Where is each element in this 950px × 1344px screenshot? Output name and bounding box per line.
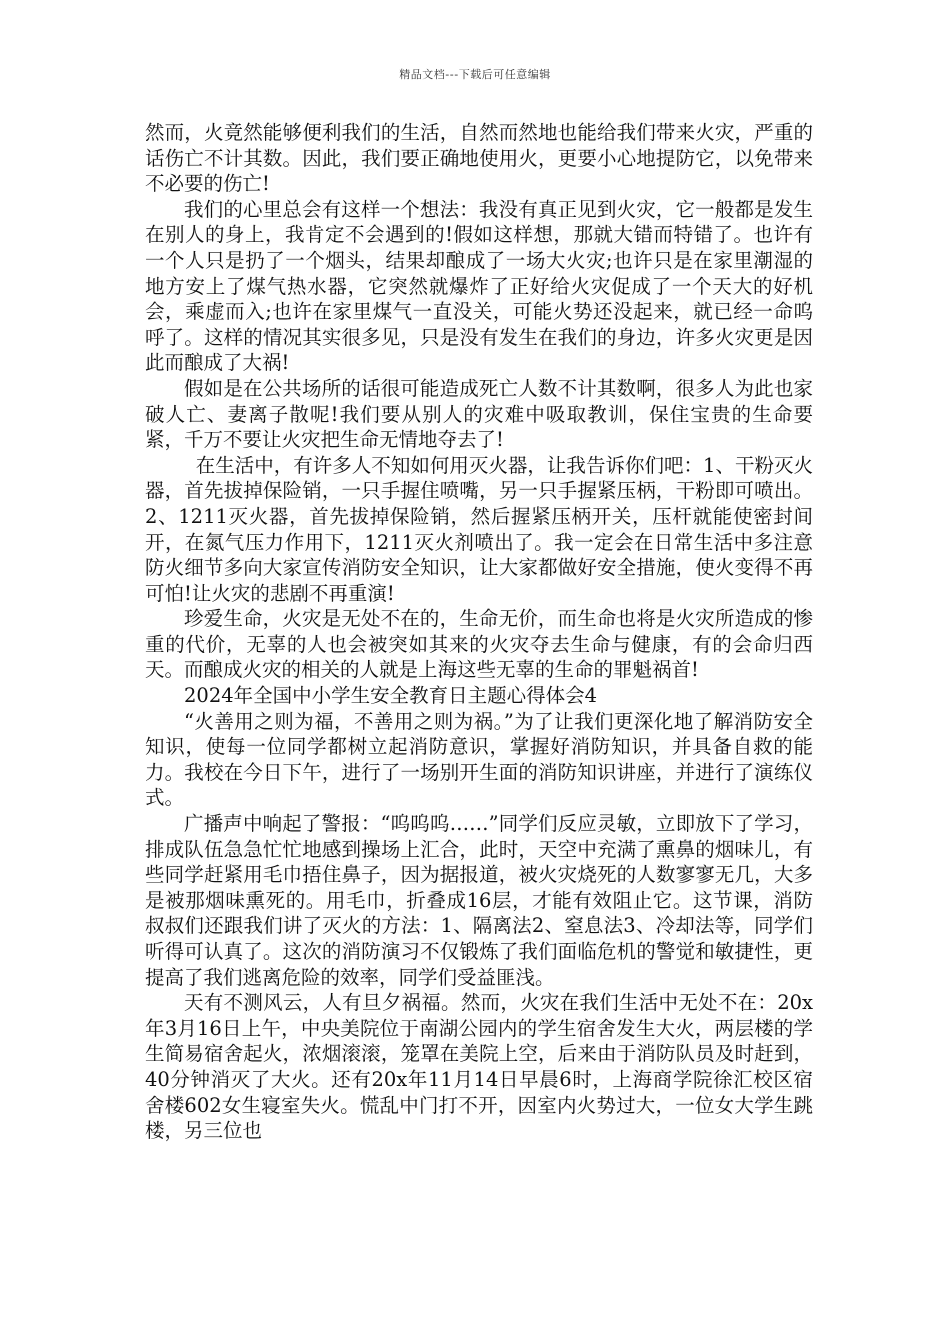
page-header: 精品文档---下载后可任意编辑	[399, 68, 551, 81]
paragraph: 在生活中，有许多人不知如何用灭火器，让我告诉你们吧：1、干粉灭火器，首先拔掉保险销，一只手握住喷嘴，另一只手握紧压柄，干粉即可喷出。2、1211灭火器，首先拔掉保险销，然后握紧压柄开关，压杆就能使密封间开，在氮气压力作用下，1211灭火剂喷出了。我一定会在日常生活中多注意防火细节多向大家宣传消防安全知识，让大家都做好安全措施，使火变得不再可怕!让火灾的悲剧不再重演!	[145, 453, 813, 605]
paragraph: 天有不测风云，人有旦夕祸福。然而，火灾在我们生活中无处不在：20x年3月16日上午，中央美院位于南湖公园内的学生宿舍发生大火，两层楼的学生简易宿舍起火，浓烟滚滚，笼罩在美院上空，后来由于消防队员及时赶到，40分钟消灭了大火。还有20x年11月14日早晨6时，上海商学院徐汇校区宿舍楼602女生寝室失火。慌乱中门打不开，因室内火势过大，一位女大学生跳楼，另三位也	[145, 991, 813, 1143]
paragraph: 珍爱生命，火灾是无处不在的，生命无价，而生命也将是火灾所造成的惨重的代价，无辜的人也会被突如其来的火灾夺去生命与健康，有的会命归西天。而酿成火灾的相关的人就是上海这些无辜的生命的罪魁祸首!	[145, 607, 813, 682]
paragraph: 广播声中响起了警报：“呜呜呜……”同学们反应灵敏，立即放下了学习，排成队伍急急忙忙地感到操场上汇合，此时，天空中充满了熏鼻的烟味儿，有些同学赶紧用毛巾捂住鼻子，因为据报道，被火灾烧死的人数寥寥无几，大多是被那烟味熏死的。用毛巾，折叠成16层，才能有效阻止它。这节课，消防叔叔们还跟我们讲了灭火的方法：1、隔离法2、窒息法3、冷却法等，同学们听得可认真了。这次的消防演习不仅锻炼了我们面临危机的警觉和敏捷性，更提高了我们逃离危险的效率，同学们受益匪浅。	[145, 812, 813, 989]
paragraph: 然而，火竟然能够便利我们的生活，自然而然地也能给我们带来火灾，严重的话伤亡不计其数。因此，我们要正确地使用火，更要小心地提防它，以免带来不必要的伤亡!	[145, 121, 813, 196]
section-title: 2024年全国中小学生安全教育日主题心得体会4	[184, 684, 598, 708]
paragraph: 假如是在公共场所的话很可能造成死亡人数不计其数啊，很多人为此也家破人亡、妻离子散呢!我们要从别人的灾难中吸取教训，保住宝贵的生命要紧，千万不要让火灾把生命无情地夺去了!	[145, 376, 813, 452]
document-body	[145, 120, 813, 1144]
paragraph: “火善用之则为福，不善用之则为祸。”为了让我们更深化地了解消防安全知识，使每一位同学都树立起消防意识，掌握好消防知识，并具备自救的能力。我校在今日下午，进行了一场别开生面的消防知识讲座，并进行了演练仪式。	[145, 709, 813, 810]
paragraph: 我们的心里总会有这样一个想法：我没有真正见到火灾，它一般都是发生在别人的身上，我肯定不会遇到的!假如这样想，那就大错而特错了。也许有一个人只是扔了一个烟头，结果却酿成了一场大火灾;也许只是在家里潮湿的地方安上了煤气热水器，它突然就爆炸了正好给火灾促成了一个天大的好机会，乘虚而入;也许在家里煤气一直没关，可能火势还没起来，就已经一命呜呼了。这样的情况其实很多见，只是没有发生在我们的身边，许多火灾更是因此而酿成了大祸!	[145, 197, 813, 375]
